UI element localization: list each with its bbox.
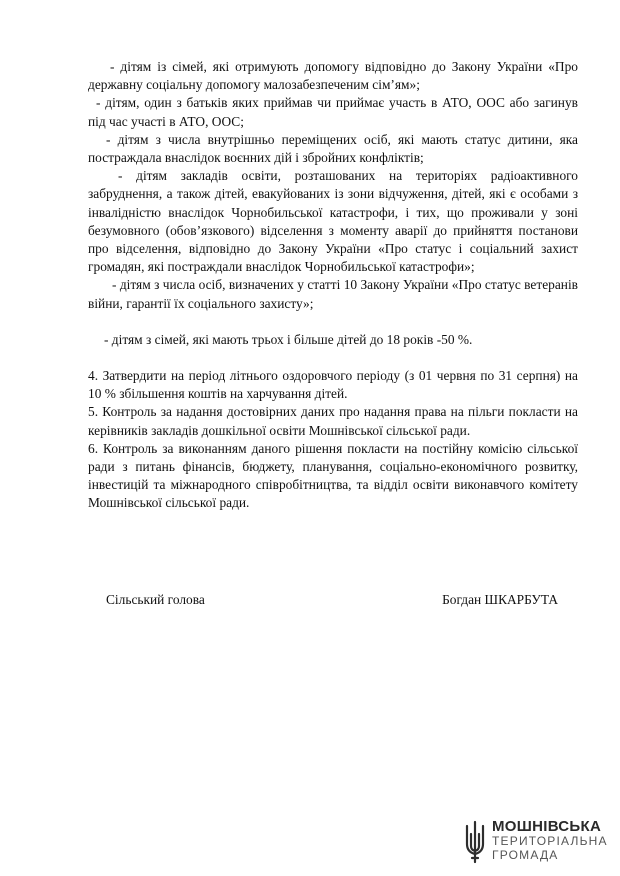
list-item-chornobyl: - дітям закладів освіти, розташованих на територіях радіоактивного забруднення, а також дітей, евакуйованих із зони відчуження, дітей, які є особами з інвалідністю внаслідок Чорнобильської катастрофи, і тих, що проживали у зоні безумовного (обов’язкового) відселення з моменту аварії до прийняття постанови про відселення, відповідно до Закону України «Про статус і соціальний захист громадян, які постраждали внаслідок Чорнобильської катастрофи»; [88,168,578,275]
list-item-ato-oos: - дітям, один з батьків яких приймав чи приймає участь в АТО, ООС або загинув під час участі в АТО, ООС; [88,95,578,129]
clause-4: 4. Затвердити на період літнього оздоровчого періоду (з 01 червня по 31 серпня) на 10 % збільшення коштів на харчування дітей. [88,368,578,402]
logo-subtitle-1: ТЕРИТОРІАЛЬНА [492,834,608,848]
community-logo [464,820,608,868]
list-item-large-families: - дітям з сімей, які мають трьох і більше дітей до 18 років -50 %. [104,331,473,347]
spacer [88,349,578,367]
logo-subtitle-2: ГРОМАДА [492,848,559,862]
list-item-veterans: - дітям з числа осіб, визначених у статті 10 Закону України «Про статус ветеранів війни, гарантії їх соціального захисту»; [88,277,578,311]
logo-title: МОШНІВСЬКА [492,818,602,835]
list-item-low-income: - дітям із сімей, які отримують допомогу відповідно до Закону України «Про державну соціальну допомогу малозабезпеченим сім’ям»; [88,59,578,93]
document-body [88,58,578,513]
list-item-idp: - дітям з числа внутрішньо переміщених осіб, які мають статус дитини, яка постраждала внаслідок воєнних дій і збройних конфліктів; [88,131,578,166]
trident-icon [464,820,486,864]
clause-6: 6. Контроль за виконанням даного рішення покласти на постійну комісію сільської ради з питань фінансів, бюджету, планування, соціально-економічного розвитку, інвестицій та міжнародного співробітництва, та відділ освіти виконавчого комітету Мошнівської сільської ради. [88,440,578,511]
signatory-name: Богдан ШКАРБУТА [442,592,558,607]
signatory-position: Сільський голова [106,592,205,607]
spacer [88,313,578,331]
clause-5: 5. Контроль за надання достовірних даних про надання права на пільги покласти на керівників закладів дошкільної освіти Мошнівської сільської ради. [88,404,578,438]
signature-block [106,592,558,608]
